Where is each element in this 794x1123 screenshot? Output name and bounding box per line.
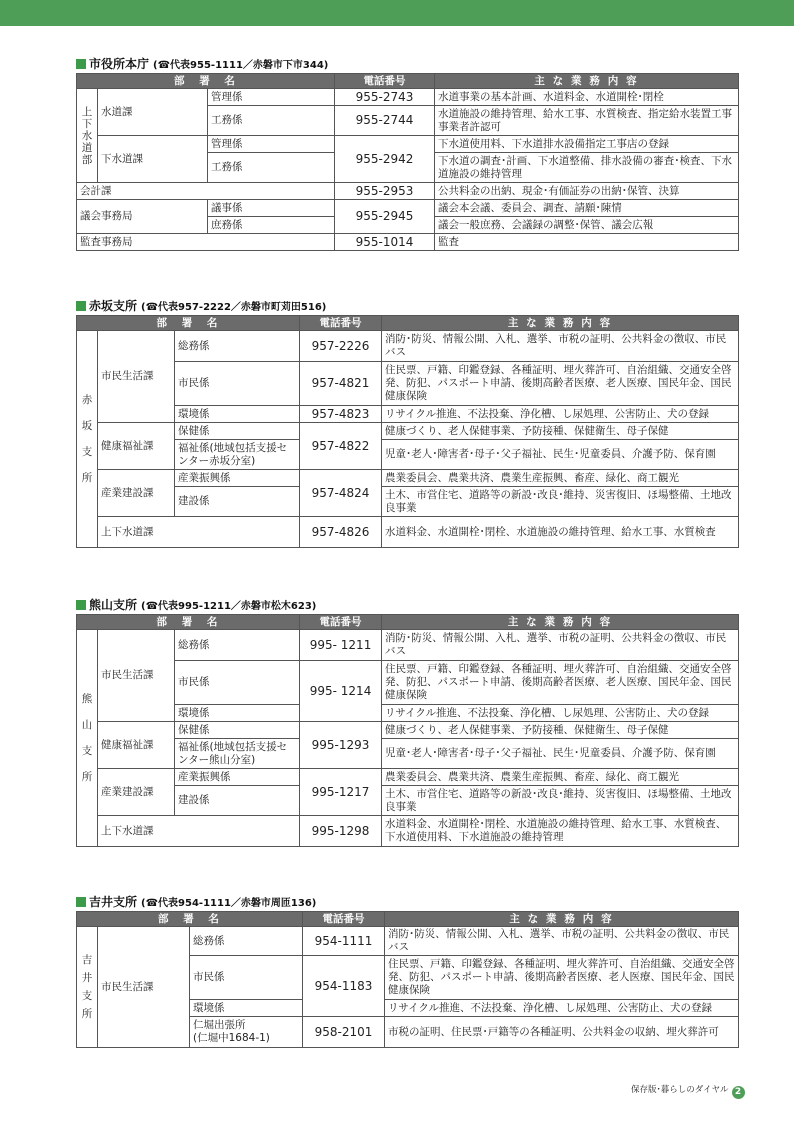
duties: 下水道の調査･計画、下水道整備、排水設備の審査･検査、下水道施設の維持管理 [435, 153, 739, 183]
section-title: 赤坂支所 (☎代表957-2222／赤磐市町苅田516) [76, 297, 738, 315]
duties: 健康づくり、老人保健事業、予防接種、保健衛生、母子保健 [382, 423, 739, 440]
duties: 監査 [435, 234, 739, 251]
top-color-band [0, 0, 794, 26]
footer [631, 1083, 745, 1099]
duties: 消防･防災、情報公開、入札、選挙、市税の証明、公共料金の徴収、市民バス [385, 927, 739, 956]
duties: 公共料金の出納、現金･有価証券の出納･保管、決算 [435, 183, 739, 200]
phone-number: 995-1217 [300, 769, 382, 816]
division-name: 上下水道課 [98, 816, 300, 847]
section-name: 福祉係(地域包括支援センター赤坂分室) [175, 440, 300, 470]
green-square-icon [76, 301, 86, 311]
division-name: 会計課 [77, 183, 335, 200]
section-kumayama-branch [76, 596, 738, 847]
phone-number: 957-4826 [300, 517, 382, 548]
phone-number: 995-1298 [300, 816, 382, 847]
directory-table [76, 73, 739, 251]
green-square-icon [76, 600, 86, 610]
duties: 児童･老人･障害者･母子･父子福祉、民生･児童委員、介護予防、保育園 [382, 440, 739, 470]
branch-label: 吉 井 支 所 [77, 927, 98, 1048]
footer-text: 保存版･暮らしのダイヤル [631, 1085, 729, 1095]
duties: 水道料金、水道開栓･閉栓、水道施設の維持管理、給水工事、水質検査 [382, 517, 739, 548]
division-name: 市民生活課 [98, 927, 190, 1048]
header-dept: 部 署 名 [77, 615, 300, 630]
division-name: 健康福祉課 [98, 423, 175, 470]
phone-number: 955-2743 [335, 89, 435, 106]
phone-number: 955-2945 [335, 200, 435, 234]
section-name: 市民係 [190, 956, 303, 1000]
duties: 市税の証明、住民票･戸籍等の各種証明、公共料金の収納、埋火葬許可 [385, 1017, 739, 1048]
phone-number: 955-2953 [335, 183, 435, 200]
phone-number: 995-1293 [300, 722, 382, 769]
section-name: 工務係 [208, 153, 335, 183]
duties: 児童･老人･障害者･母子･父子福祉、民生･児童委員、介護予防、保育園 [382, 739, 739, 769]
duties: リサイクル推進、不法投棄、浄化槽、し尿処理、公害防止、犬の登録 [382, 705, 739, 722]
division-name: 議会事務局 [77, 200, 208, 234]
section-name: 市民係 [175, 661, 300, 705]
section-name: 管理係 [208, 89, 335, 106]
duties: 議会本会議、委員会、調査、請願･陳情 [435, 200, 739, 217]
duties: 農業委員会、農業共済、農業生産振興、畜産、緑化、商工観光 [382, 470, 739, 487]
duties: 議会一般庶務、会議録の調整･保管、議会広報 [435, 217, 739, 234]
section-akasaka-branch [76, 297, 738, 548]
duties: 住民票、戸籍、印鑑登録、各種証明、埋火葬許可、自治組織、交通安全啓発、防犯、パスポート申請、後期高齢者医療、老人医療、国民年金、国民健康保険 [385, 956, 739, 1000]
section-name: 議事係 [208, 200, 335, 217]
duties: 水道事業の基本計画、水道料金、水道開栓･閉栓 [435, 89, 739, 106]
duties: 農業委員会、農業共済、農業生産振興、畜産、緑化、商工観光 [382, 769, 739, 786]
duties: 下水道使用料、下水道排水設備指定工事店の登録 [435, 136, 739, 153]
phone-number: 957-2226 [300, 331, 382, 362]
duties: 住民票、戸籍、印鑑登録、各種証明、埋火葬許可、自治組織、交通安全啓発、防犯、パスポート申請、後期高齢者医療、老人医療、国民年金、国民健康保険 [382, 661, 739, 705]
division-name: 産業建設課 [98, 470, 175, 517]
section-name: 保健係 [175, 722, 300, 739]
section-name: 福祉係(地域包括支援センター熊山分室) [175, 739, 300, 769]
duties: 土木、市営住宅、道路等の新設･改良･維持、災害復旧、ほ場整備、土地改良事業 [382, 487, 739, 517]
section-title: 吉井支所 (☎代表954-1111／赤磐市周匝136) [76, 893, 738, 911]
section-city-hall [76, 55, 738, 251]
duties: 消防･防災、情報公開、入札、選挙、市税の証明、公共料金の徴収、市民バス [382, 630, 739, 661]
section-name: 環境係 [175, 705, 300, 722]
phone-number: 995- 1211 [300, 630, 382, 661]
section-name: 総務係 [175, 331, 300, 362]
section-name: 保健係 [175, 423, 300, 440]
section-yoshii-branch [76, 893, 738, 1048]
green-square-icon [76, 59, 86, 69]
duties: 住民票、戸籍、印鑑登録、各種証明、埋火葬許可、自治組織、交通安全啓発、防犯、パスポート申請、後期高齢者医療、老人医療、国民年金、国民健康保険 [382, 362, 739, 406]
header-work: 主 な 業 務 内 容 [385, 912, 739, 927]
section-name: 建設係 [175, 487, 300, 517]
section-title: 熊山支所 (☎代表995-1211／赤磐市松木623) [76, 596, 738, 614]
section-name: 建設係 [175, 786, 300, 816]
duties: 消防･防災、情報公開、入札、選挙、市税の証明、公共料金の徴収、市民バス [382, 331, 739, 362]
phone-number: 954-1111 [303, 927, 385, 956]
section-name: 市民係 [175, 362, 300, 406]
page-number: 2 [732, 1086, 745, 1099]
section-title: 市役所本庁 (☎代表955-1111／赤磐市下市344) [76, 55, 738, 73]
section-name: 総務係 [190, 927, 303, 956]
header-work: 主 な 業 務 内 容 [435, 74, 739, 89]
header-phone: 電話番号 [300, 316, 382, 331]
green-square-icon [76, 897, 86, 907]
duties: 水道施設の維持管理、給水工事、水質検査、指定給水装置工事事業者許認可 [435, 106, 739, 136]
duties: 水道料金、水道開栓･閉栓、水道施設の維持管理、給水工事、水質検査、下水道使用料、下水道施設の維持管理 [382, 816, 739, 847]
division-name: 市民生活課 [98, 331, 175, 423]
header-phone: 電話番号 [335, 74, 435, 89]
section-name: 庶務係 [208, 217, 335, 234]
phone-number: 955-2744 [335, 106, 435, 136]
section-name: 産業振興係 [175, 470, 300, 487]
section-name: 産業振興係 [175, 769, 300, 786]
header-dept: 部 署 名 [77, 74, 335, 89]
duties: 土木、市営住宅、道路等の新設･改良･維持、災害復旧、ほ場整備、土地改良事業 [382, 786, 739, 816]
phone-number: 957-4821 [300, 362, 382, 406]
header-phone: 電話番号 [303, 912, 385, 927]
branch-label: 赤 坂 支 所 [77, 331, 98, 548]
phone-number: 955-2942 [335, 136, 435, 183]
duties: リサイクル推進、不法投棄、浄化槽、し尿処理、公害防止、犬の登録 [382, 406, 739, 423]
directory-table [76, 911, 739, 1048]
header-work: 主 な 業 務 内 容 [382, 316, 739, 331]
header-dept: 部 署 名 [77, 316, 300, 331]
division-name: 産業建設課 [98, 769, 175, 816]
phone-number: 957-4824 [300, 470, 382, 517]
phone-number: 995- 1214 [300, 661, 382, 722]
duties: 健康づくり、老人保健事業、予防接種、保健衛生、母子保健 [382, 722, 739, 739]
phone-number: 957-4823 [300, 406, 382, 423]
section-name: 総務係 [175, 630, 300, 661]
branch-label: 熊 山 支 所 [77, 630, 98, 847]
header-phone: 電話番号 [300, 615, 382, 630]
division-name: 水道課 [98, 89, 208, 136]
header-work: 主 な 業 務 内 容 [382, 615, 739, 630]
section-name: 仁堀出張所 (仁堀中1684-1) [190, 1017, 303, 1048]
section-name: 工務係 [208, 106, 335, 136]
phone-number: 954-1183 [303, 956, 385, 1017]
phone-number: 955-1014 [335, 234, 435, 251]
group-label: 上 下 水 道 部 [77, 89, 98, 183]
directory-table [76, 614, 739, 847]
division-name: 監査事務局 [77, 234, 335, 251]
section-name: 環境係 [175, 406, 300, 423]
header-dept: 部 署 名 [77, 912, 303, 927]
duties: リサイクル推進、不法投棄、浄化槽、し尿処理、公害防止、犬の登録 [385, 1000, 739, 1017]
division-name: 健康福祉課 [98, 722, 175, 769]
division-name: 上下水道課 [98, 517, 300, 548]
section-name: 環境係 [190, 1000, 303, 1017]
directory-table [76, 315, 739, 548]
phone-number: 958-2101 [303, 1017, 385, 1048]
division-name: 下水道課 [98, 136, 208, 183]
division-name: 市民生活課 [98, 630, 175, 722]
phone-number: 957-4822 [300, 423, 382, 470]
section-name: 管理係 [208, 136, 335, 153]
